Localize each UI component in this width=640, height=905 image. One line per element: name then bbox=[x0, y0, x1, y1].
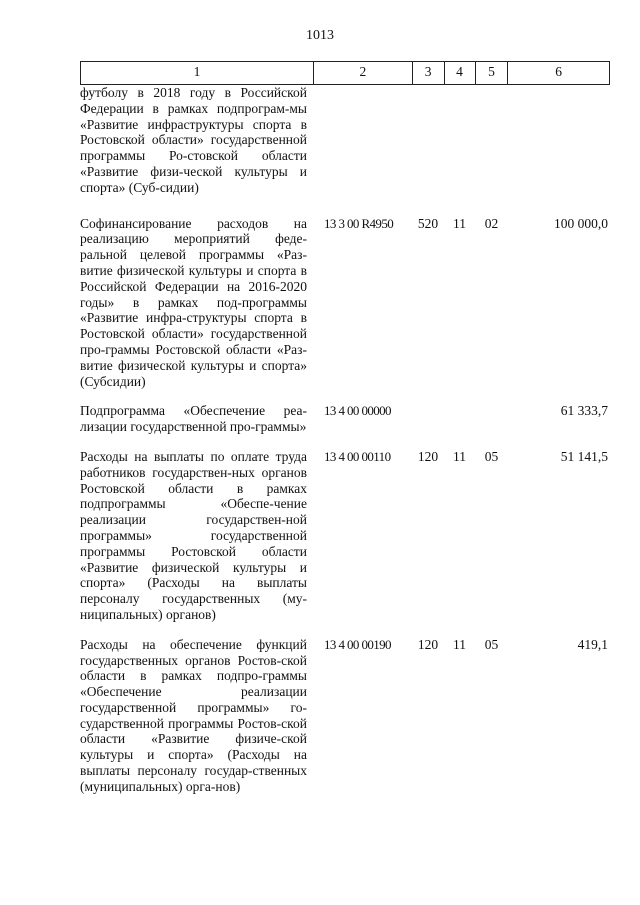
column-header-5: 5 bbox=[475, 62, 508, 84]
row-description: футболу в 2018 году в Российской Федерации в рамках подпрограм-мы «Развитие инфраструктуры спорта в Ростовской области» государственной программы Ро-стовской области «Развитие физи-ческой культуры и спорта» (Суб-сидии) bbox=[80, 85, 307, 195]
row-col3 bbox=[412, 85, 444, 196]
row-col4 bbox=[444, 85, 475, 196]
row-col3 bbox=[412, 403, 444, 435]
row-col5: 02 bbox=[484, 215, 499, 231]
row-col5 bbox=[475, 403, 508, 435]
table-row bbox=[80, 449, 610, 623]
column-header-1: 1 bbox=[193, 64, 201, 79]
row-code bbox=[313, 85, 412, 196]
row-code: 13 4 00 00190 bbox=[324, 636, 391, 652]
page-number: 1013 bbox=[306, 28, 334, 43]
row-description: Расходы на выплаты по оплате труда работников государствен-ных органов Ростовской области в рамках подпрограммы «Обеспе-чение реализации государствен-ной программы» государственной программы Ростовской области «Развитие физической культуры и спорта» (Расходы на выплаты персоналу государственных (му-ниципальных) органов) bbox=[80, 448, 307, 622]
row-amount: 61 333,7 bbox=[560, 403, 608, 419]
row-col5: 05 bbox=[484, 448, 499, 464]
row-col4 bbox=[444, 403, 475, 435]
table-header bbox=[80, 61, 610, 85]
row-col3: 120 bbox=[417, 636, 439, 652]
row-col4: 11 bbox=[453, 636, 466, 652]
table-row bbox=[80, 403, 610, 435]
row-col3: 120 bbox=[417, 448, 439, 464]
row-description: Подпрограмма «Обеспечение реа-лизации государственной про-граммы» bbox=[80, 403, 307, 435]
row-description: Расходы на обеспечение функций государственных органов Ростов-ской области в рамках подпро-граммы «Обеспечение реализации государственной программы» го-сударственной программы Ростов-ской области «Развитие физиче-ской культуры и спорта» (Расходы на выплаты персоналу государ-ственных (муниципальных) орга-нов) bbox=[80, 636, 307, 794]
column-header-4: 4 bbox=[444, 62, 475, 84]
row-description: Софинансирование расходов на реализацию мероприятий феде-ральной целевой программы «Раз-витие физической культуры и спорта в Российской Федерации на 2016-2020 годы» в рамках под-программы «Развитие инфра-структуры спорта в Ростовской области» государственной про-граммы Ростовской области «Раз-витие физической культуры и спорта» (Субсидии) bbox=[80, 215, 307, 389]
row-col5: 05 bbox=[484, 636, 499, 652]
column-header-6: 6 bbox=[507, 62, 609, 84]
row-code: 13 4 00 00110 bbox=[324, 448, 391, 464]
row-code: 13 3 00 R4950 bbox=[324, 215, 394, 231]
row-amount bbox=[508, 85, 610, 196]
table-row bbox=[80, 637, 610, 795]
row-amount: 419,1 bbox=[577, 636, 608, 652]
budget-table bbox=[80, 61, 610, 795]
row-amount: 51 141,5 bbox=[560, 448, 608, 464]
column-header-3: 3 bbox=[412, 62, 444, 84]
row-col3: 520 bbox=[417, 215, 439, 231]
row-col4: 11 bbox=[453, 448, 466, 464]
row-amount: 100 000,0 bbox=[554, 215, 608, 231]
table-row bbox=[80, 216, 610, 390]
table-row bbox=[80, 85, 610, 196]
row-col5 bbox=[475, 85, 508, 196]
column-header-2: 2 bbox=[313, 62, 412, 84]
row-col4: 11 bbox=[453, 215, 466, 231]
row-code: 13 4 00 00000 bbox=[324, 403, 391, 419]
